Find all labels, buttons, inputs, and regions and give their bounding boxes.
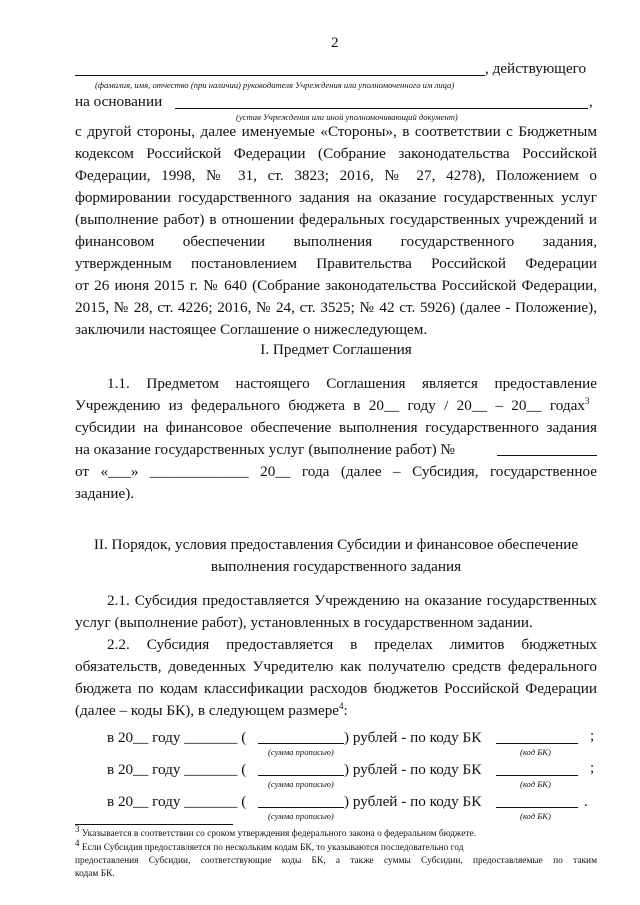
intro-line: финансовом обеспечении выполнения государственного задания, [75,233,597,250]
s1-line-contract-number: на оказание государственных услуг (выполнение работ) № [75,441,455,458]
basis-comma: , [589,93,593,110]
sum-caption: (сумма прописью) [268,747,334,757]
footnote-ref-3[interactable]: 3 [585,395,590,406]
footnote-3-mark: 3 [75,824,80,834]
contract-number-underline [497,455,597,456]
sum-caption: (сумма прописью) [268,779,334,789]
section2-title: II. Порядок, условия предоставления Субсидии и финансовое обеспечение [93,536,579,553]
footnote-ref-4[interactable]: 4 [339,700,344,711]
intro-conclusion: заключили настоящее Соглашение о нижеследующем. [75,321,428,338]
budget-row-suffix: ) рублей - по коду БК [344,729,482,746]
footnote-separator [75,824,233,825]
footnote-4-line3: кодам БК. [75,869,115,879]
budget-row-prefix: в 20__ году _______ ( [107,793,247,810]
footnote-3 [75,824,477,840]
s1-line-with-footnote [75,397,597,415]
sum-words-underline[interactable] [258,775,344,776]
budget-row-end: ; [590,759,595,776]
budget-row-end: . [584,793,588,810]
acting-label: , действующего [485,60,587,77]
name-underline [75,75,485,76]
s22-line: обязательств, доведенных Учредителю как получателю средств федерального [75,658,597,675]
sum-words-underline[interactable] [258,807,344,808]
budget-row-prefix: в 20__ году _______ ( [107,729,247,746]
section1-title: I. Предмет Соглашения [260,341,412,358]
basis-underline [175,108,588,109]
intro-line: формировании государственного задания на оказание государственных услуг [75,189,597,206]
page-number: 2 [331,34,339,51]
footnote-4 [75,838,597,854]
footnote-4-mark: 4 [75,838,80,848]
s1-line: субсидии на финансовое обеспечение выполнения государственного задания [75,419,597,436]
intro-line: с другой стороны, далее именуемые «Стороны», в соответствии с Бюджетным [75,123,597,140]
s22-colon: : [343,702,348,719]
basis-label: на основании [75,93,163,110]
budget-row-suffix: ) рублей - по коду БК [344,793,482,810]
intro-line: 2015, № 28, ст. 4226; 2016, № 24, ст. 3525; № 42 ст. 5926) (далее - Положение), [75,299,597,316]
budget-row-end: ; [590,727,595,744]
code-caption: (код БК) [520,811,551,821]
footnote-4-line2: предоставления Субсидии, соответствующие коды БК, а также суммы Субсидии, предоставляемые по таким [75,856,597,866]
intro-line: кодексом Российской Федерации (Собрание законодательства Российской [75,145,597,162]
section2-title-2: выполнения государственного задания [210,558,462,575]
intro-line: Федерации, 1998, № 31, ст. 3823; 2016, № 27, 4278), Положением о [75,167,597,184]
s21-line: 2.1. Субсидия предоставляется Учреждению на оказание государственных [107,592,597,609]
s22-line-size [75,702,348,720]
s1-line: от «___» _____________ 20__ года (далее – Субсидия, государственное [75,463,597,480]
intro-line: утвержденным постановлением Правительства Российской Федерации [75,255,597,272]
name-caption: (фамилия, имя, отчество (при наличии) руководителя Учреждения или уполномоченного им лица) [95,80,455,90]
sum-caption: (сумма прописью) [268,811,334,821]
basis-caption: (устав Учреждения или иной уполномочивающий документ) [236,112,458,122]
s1-line: 1.1. Предметом настоящего Соглашения является предоставление [107,375,597,392]
code-caption: (код БК) [520,747,551,757]
bk-code-underline[interactable] [496,743,578,744]
s22-line: бюджета по кодам классификации расходов бюджетов Российской Федерации [75,680,597,697]
footnote-3-text: Указывается в соответствии со сроком утверждения федерального закона о федеральном бюджете. [81,829,477,840]
bk-code-underline[interactable] [496,775,578,776]
budget-row-suffix: ) рублей - по коду БК [344,761,482,778]
sum-words-underline[interactable] [258,743,344,744]
bk-code-underline[interactable] [496,807,578,808]
s1-line: задание). [75,485,135,502]
s1-line2-text: Учреждению из федерального бюджета в 20__ году / 20__ – 20__ годах [75,397,585,414]
s22-size-text: (далее – коды БК), в следующем размере [75,702,340,719]
budget-row-prefix: в 20__ году _______ ( [107,761,247,778]
intro-line: (выполнение работ) в отношении федеральных государственных учреждений и [75,211,597,228]
intro-line: от 26 июня 2015 г. № 640 (Собрание законодательства Российской Федерации, [75,277,597,294]
footnote-4-line1: Если Субсидия предоставляется по нескольким кодам БК, то указываются последовательно год [81,843,464,854]
s22-line: 2.2. Субсидия предоставляется в пределах лимитов бюджетных [107,636,597,653]
code-caption: (код БК) [520,779,551,789]
s21-line: услуг (выполнение работ), установленных в государственном задании. [75,614,533,631]
